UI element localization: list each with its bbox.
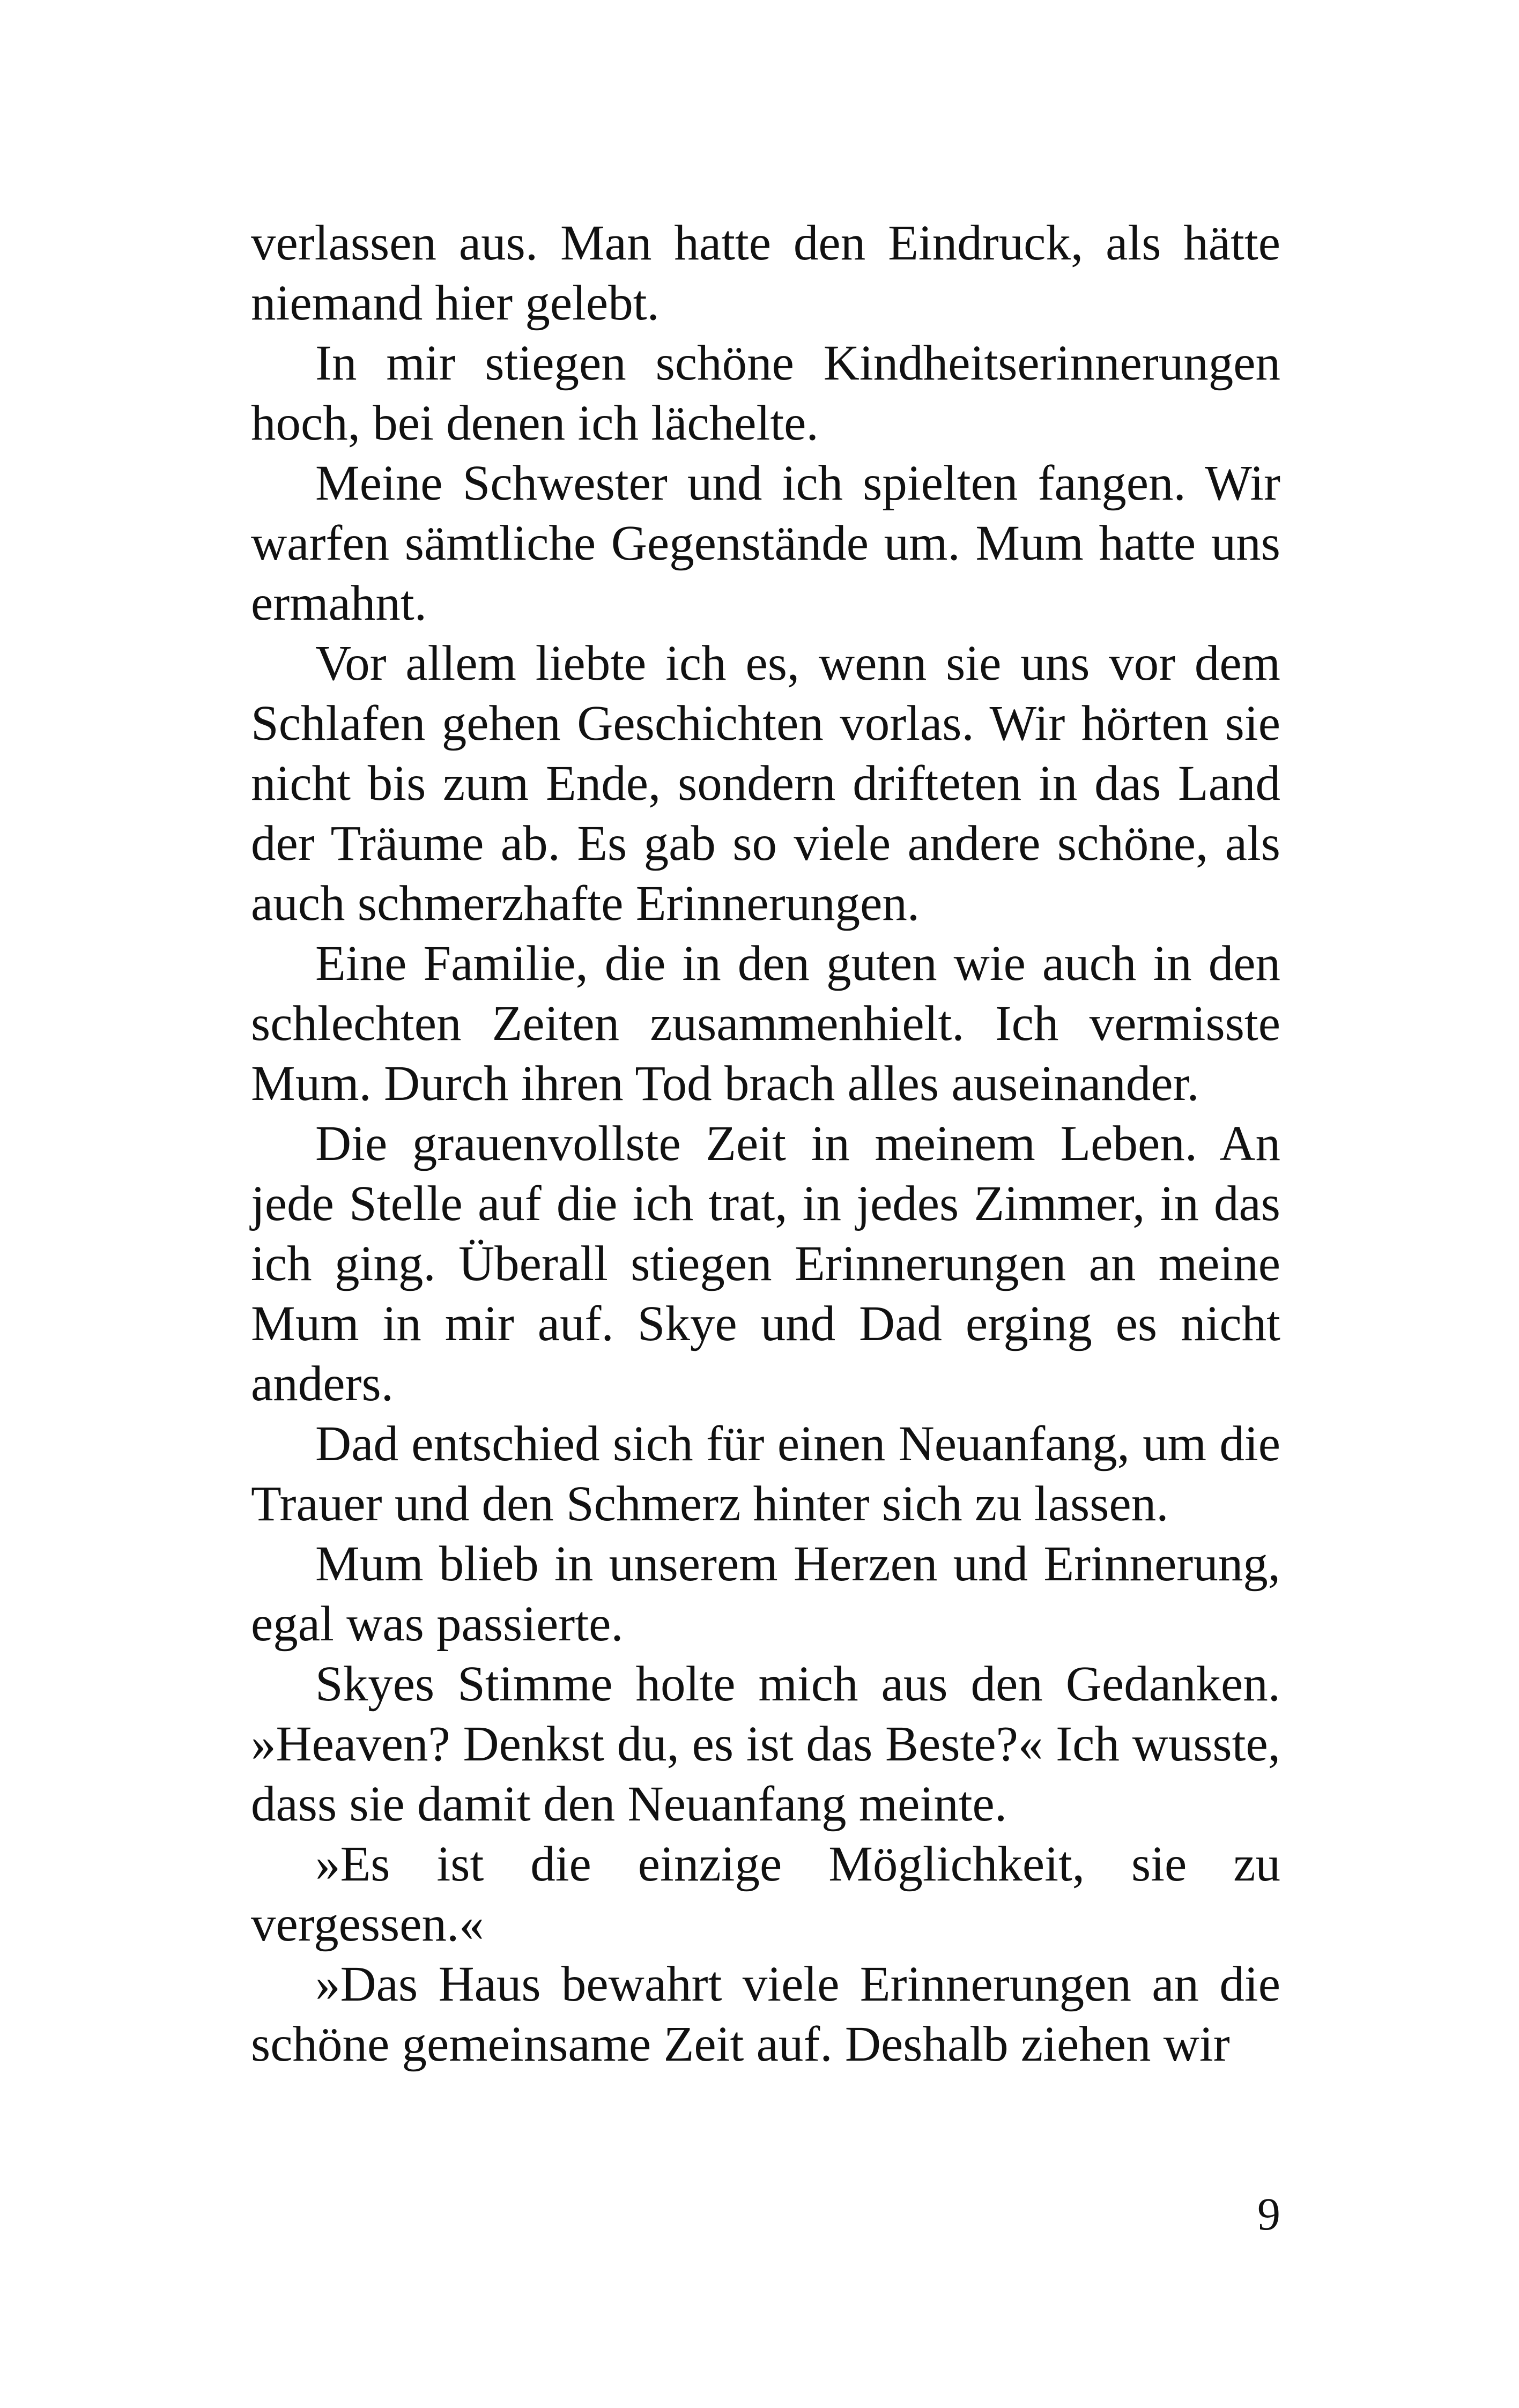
page-number: 9	[1257, 2188, 1280, 2240]
paragraph-9: Skyes Stimme holte mich aus den Gedanken. »Heaven? Denkst du, es ist das Beste?« Ich wusste, dass sie damit den Neuanfang meinte.	[251, 1656, 1280, 1832]
paragraph-4: Vor allem liebte ich es, wenn sie uns vor dem Schlafen gehen Geschichten vorlas. Wir hörten sie nicht bis zum Ende, sondern drifteten in das Land der Träume ab. Es gab so viele andere schöne, als auch schmerzhafte Erinnerungen.	[251, 636, 1280, 931]
paragraph-6: Die grauenvollste Zeit in meinem Leben. An jede Stelle auf die ich trat, in jedes Zimmer, in das ich ging. Überall stiegen Erinnerungen an meine Mum in mir auf. Skye und Dad erging es nicht anders.	[251, 1116, 1280, 1411]
body-text	[251, 213, 1280, 2075]
paragraph-3: Meine Schwester und ich spielten fangen. Wir warfen sämtliche Gegenstände um. Mum hatte uns ermahnt.	[251, 456, 1280, 631]
paragraph-10: »Es ist die einzige Möglichkeit, sie zu vergessen.«	[251, 1837, 1280, 1952]
paragraph-2: In mir stiegen schöne Kindheitserinnerungen hoch, bei denen ich lächelte.	[251, 336, 1280, 451]
paragraph-8: Mum blieb in unserem Herzen und Erinnerung, egal was passierte.	[251, 1536, 1280, 1652]
paragraph-5: Eine Familie, die in den guten wie auch in den schlechten Zeiten zusammenhielt. Ich vermisste Mum. Durch ihren Tod brach alles auseinander.	[251, 936, 1280, 1111]
paragraph-7: Dad entschied sich für einen Neuanfang, um die Trauer und den Schmerz hinter sich zu lassen.	[251, 1416, 1280, 1532]
paragraph-1: verlassen aus. Man hatte den Eindruck, als hätte niemand hier gelebt.	[251, 215, 1280, 331]
paragraph-11: »Das Haus bewahrt viele Erinnerungen an die schöne gemeinsame Zeit auf. Deshalb ziehen wir	[251, 1957, 1280, 2072]
